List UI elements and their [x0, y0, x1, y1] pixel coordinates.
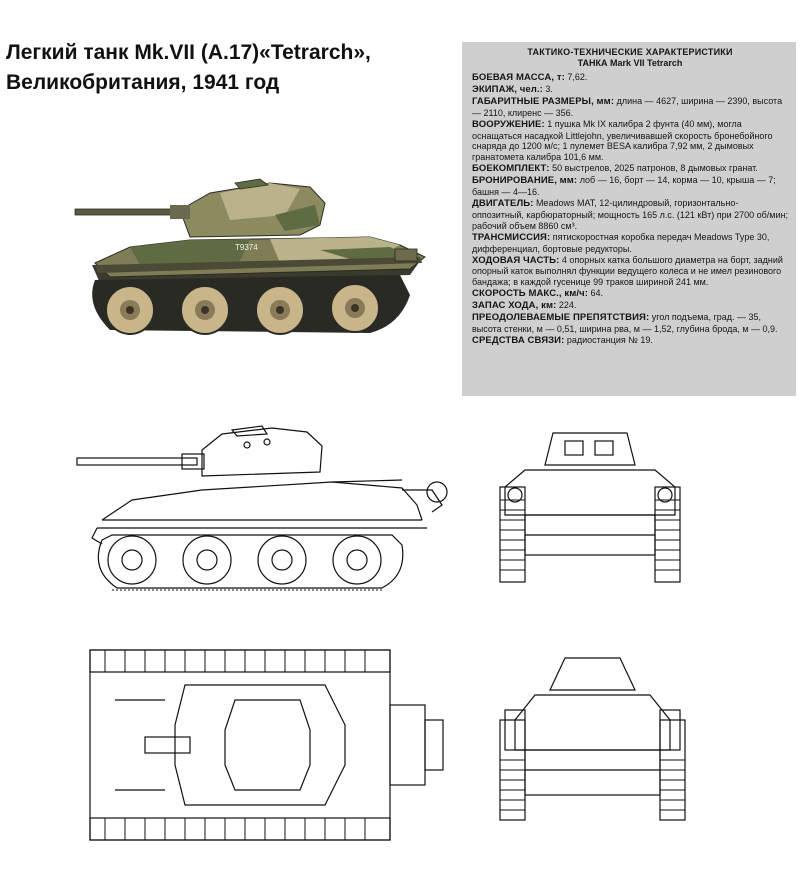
- spec-label: ЭКИПАЖ, чел.:: [472, 83, 543, 95]
- spec-value: 3.: [542, 83, 553, 94]
- spec-label: БОЕКОМПЛЕКТ:: [472, 163, 550, 175]
- specifications-panel: [462, 42, 796, 396]
- specs-header-2: ТАНКА Mark VII Tetrarch: [577, 58, 683, 68]
- spec-row: [472, 163, 788, 175]
- spec-value: 1 пушка Mk IX калибра 2 фунта (40 мм), могла оснащаться насадкой Littlejohn, увеличивавшей скорость бронебойного снаряда до 1200 м/с; 1 пулемет BESA калибра 7,92 мм, 2 дымовых гранатомета калибра 101,6 мм.: [472, 118, 773, 163]
- spec-label: ПРЕОДОЛЕВАЕМЫЕ ПРЕПЯТСТВИЯ:: [472, 312, 650, 324]
- spec-value: лоб — 16, борт — 14, корма — 10, крыша — 7; башня — 4—16.: [472, 175, 776, 198]
- spec-label: СКОРОСТЬ МАКС., км/ч:: [472, 288, 588, 300]
- spec-value: пятискоростная коробка передач Meadows Type 30, дифференциал, бортовые редукторы.: [472, 231, 770, 254]
- spec-row: [472, 198, 788, 232]
- title-line-2: Великобритания, 1941 год: [6, 71, 280, 94]
- spec-row: [472, 232, 788, 255]
- spec-row: [472, 96, 788, 119]
- specs-list: [472, 72, 788, 347]
- spec-label: БОЕВАЯ МАССА, т:: [472, 72, 565, 83]
- spec-value: 224.: [556, 300, 577, 311]
- spec-row: [472, 119, 788, 164]
- title-line-1: Легкий танк Mk.VII (A.17)«Tetrarch»,: [6, 41, 371, 64]
- page-title: [6, 38, 446, 98]
- spec-value: Meadows MAT, 12-цилиндровый, горизонтально-оппозитный, карбюраторный; мощность 165 л.с. (121 кВт) при 2700 об/мин; рабочий объем 8860 см³.: [472, 197, 788, 231]
- turret-marking-text: T9374: [235, 243, 258, 252]
- spec-row: [472, 288, 788, 300]
- spec-value: длина — 4627, ширина — 2390, высота — 2110, клиренс — 356.: [472, 95, 783, 118]
- tank-top-view-drawing: [85, 645, 455, 845]
- specs-header-1: ТАКТИКО-ТЕХНИЧЕСКИЕ ХАРАКТЕРИСТИКИ: [527, 47, 733, 57]
- spec-row: [472, 175, 788, 198]
- spec-value: 7,62.: [564, 72, 588, 82]
- spec-row: [472, 335, 788, 347]
- tank-rear-view-drawing: [495, 650, 690, 825]
- spec-row: [472, 255, 788, 289]
- spec-value: 64.: [587, 288, 603, 299]
- spec-value: радиостанция № 19.: [564, 334, 653, 345]
- spec-label: ЗАПАС ХОДА, км:: [472, 300, 557, 312]
- spec-label: ДВИГАТЕЛЬ:: [472, 197, 534, 209]
- tank-color-profile: [70, 165, 435, 355]
- spec-label: ТРАНСМИССИЯ:: [472, 231, 551, 243]
- spec-value: угол подъема, град. — 35, высота стенки, м — 0,51, ширина рва, м — 1,52, глубина брода, м — 0,9.: [472, 312, 778, 334]
- spec-row: [472, 300, 788, 312]
- spec-row: [472, 84, 788, 96]
- tank-front-view-drawing: [495, 425, 685, 590]
- spec-label: ВООРУЖЕНИЕ:: [472, 118, 545, 130]
- spec-label: ХОДОВАЯ ЧАСТЬ:: [472, 254, 560, 266]
- tank-side-view-drawing: [72, 420, 452, 600]
- spec-label: БРОНИРОВАНИЕ, мм:: [472, 175, 578, 187]
- spec-label: ГАБАРИТНЫЕ РАЗМЕРЫ, мм:: [472, 95, 615, 107]
- spec-value: 50 выстрелов, 2025 патронов, 8 дымовых гранат.: [549, 163, 758, 174]
- spec-row: [472, 312, 788, 335]
- spec-row: [472, 72, 788, 84]
- spec-value: 4 опорных катка большого диаметра на борт, задний опорный каток выполнял функции ведущего колеса и не имел резинового бандажа; в каждой гусенице 99 траков шириной 241 мм.: [472, 254, 783, 288]
- spec-label: СРЕДСТВА СВЯЗИ:: [472, 334, 565, 346]
